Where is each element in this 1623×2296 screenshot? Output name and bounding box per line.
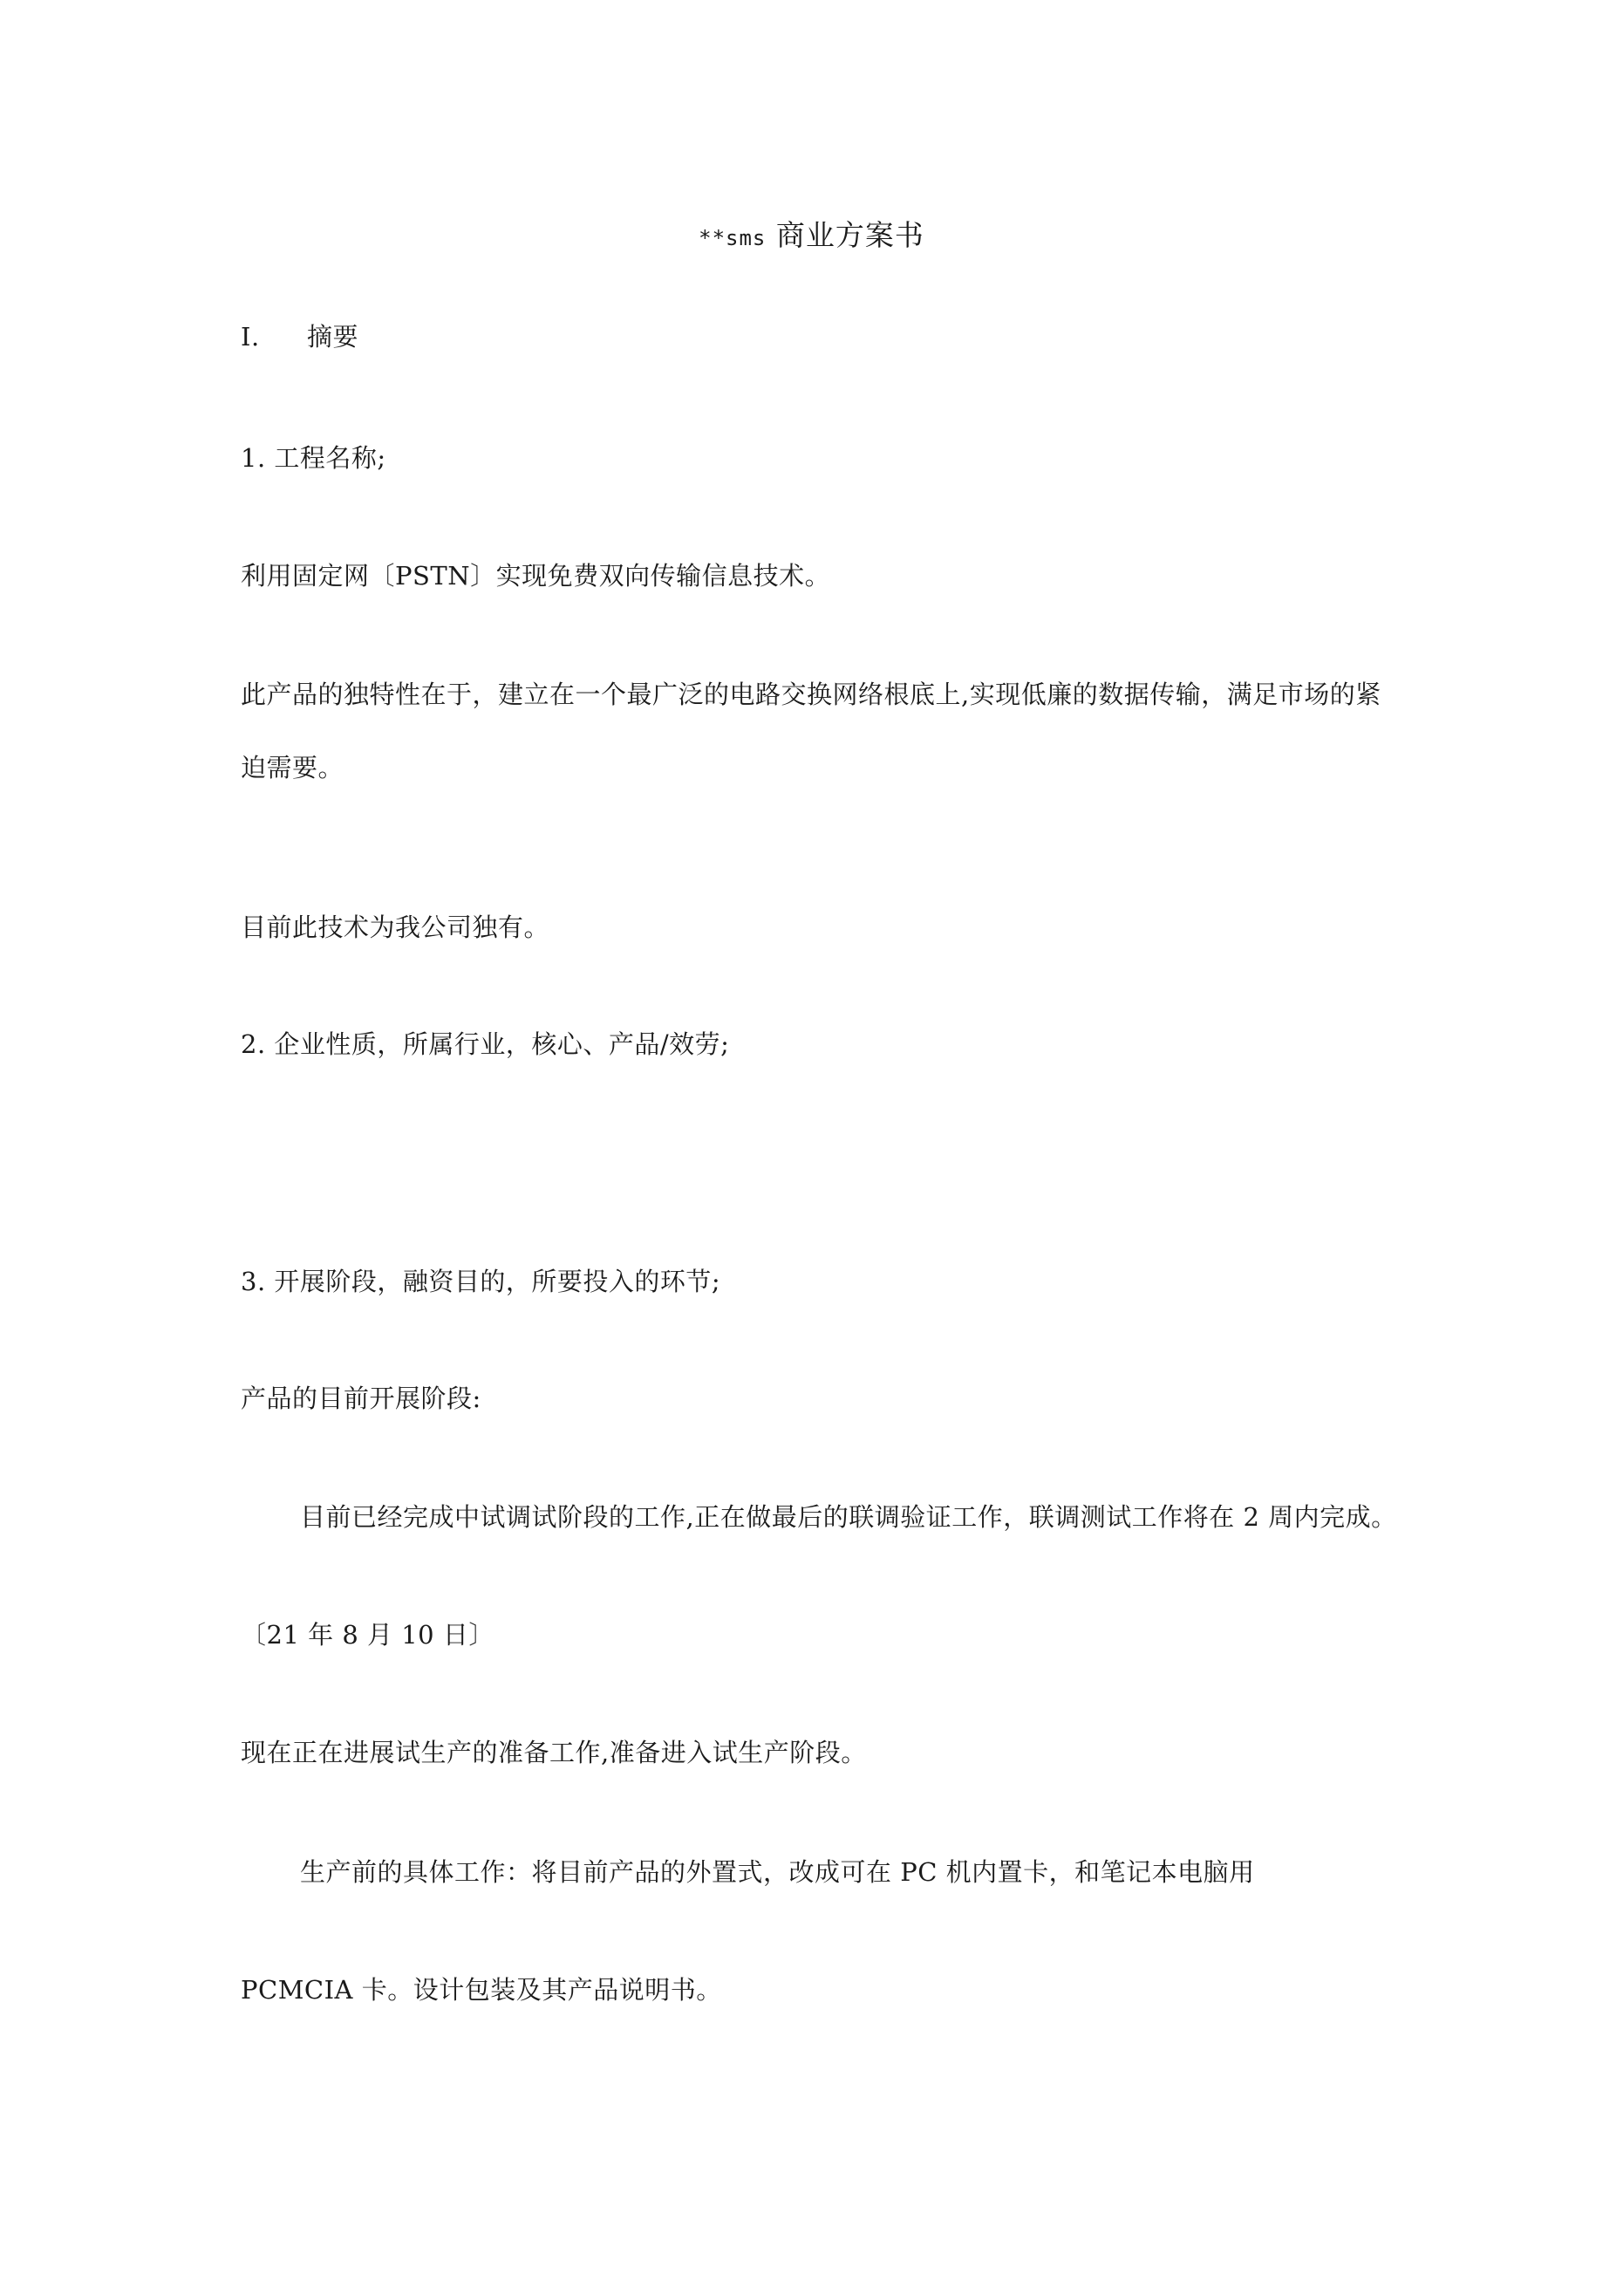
paragraph-line: PCMCIA 卡。设计包装及其产品说明书。 bbox=[241, 1975, 722, 2005]
date-line: 〔21 年 8 月 10 日〕 bbox=[241, 1620, 494, 1650]
section-title: 摘要 bbox=[307, 322, 359, 352]
title-main: 商业方案书 bbox=[775, 218, 924, 252]
item-3-heading: 3. 开展阶段，融资目的，所要投入的环节; bbox=[241, 1267, 721, 1296]
section-numeral: I. bbox=[241, 322, 260, 352]
title-prefix: **sms bbox=[699, 226, 767, 250]
item-2-heading: 2. 企业性质，所属行业，核心、产品/效劳; bbox=[241, 1029, 730, 1059]
paragraph-line: 现在正在进展试生产的准备工作,准备进入试生产阶段。 bbox=[241, 1738, 867, 1767]
paragraph-line: 目前已经完成中试调试阶段的工作,正在做最后的联调验证工作，联调测试工作将在 2 周内完成。 bbox=[300, 1502, 1397, 1532]
paragraph-line: 利用固定网〔PSTN〕实现免费双向传输信息技术。 bbox=[241, 561, 831, 591]
item-1-heading: 1. 工程名称; bbox=[241, 443, 386, 473]
paragraph-line: 迫需要。 bbox=[241, 753, 344, 782]
section-heading bbox=[241, 319, 358, 354]
document-title bbox=[0, 216, 1623, 257]
paragraph-line: 目前此技术为我公司独有。 bbox=[241, 912, 550, 942]
paragraph-line: 生产前的具体工作：将目前产品的外置式，改成可在 PC 机内置卡，和笔记本电脑用 bbox=[300, 1857, 1255, 1887]
paragraph-line: 产品的目前开展阶段: bbox=[241, 1384, 481, 1413]
paragraph-line: 此产品的独特性在于，建立在一个最广泛的电路交换网络根底上,实现低廉的数据传输，满足市场的紧 bbox=[241, 680, 1381, 709]
